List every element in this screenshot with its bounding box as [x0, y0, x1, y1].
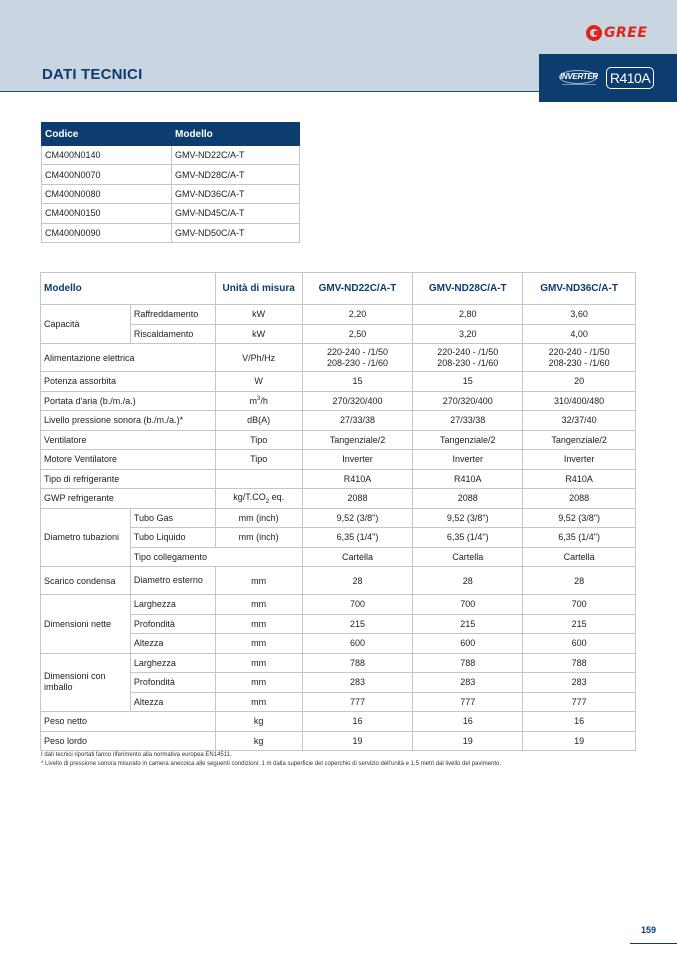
value-cell: 777	[413, 692, 523, 712]
value-cell: Inverter	[302, 450, 413, 470]
table-row	[42, 165, 300, 184]
value-cell: 16	[302, 712, 413, 732]
value-cell	[523, 344, 636, 372]
table-row	[41, 614, 636, 634]
model-cell: GMV-ND50C/A-T	[172, 223, 300, 242]
unit-base: kg/T.CO	[233, 491, 266, 502]
sub-label: Altezza	[130, 634, 215, 654]
footnote-standard: I dati tecnici riportati fanno riferimento alla normativa europea EN14511.	[41, 752, 232, 758]
value-cell: 27/33/38	[302, 411, 413, 431]
table-row	[41, 344, 636, 372]
table-row	[41, 324, 636, 344]
sub-label: Tubo Liquido	[130, 528, 215, 548]
sub-label: Altezza	[130, 692, 215, 712]
value-line: 220-240 - /1/50	[437, 346, 499, 357]
value-cell: 2,80	[413, 305, 523, 325]
value-cell: 15	[413, 372, 523, 392]
value-line: 208-230 - /1/60	[437, 357, 499, 368]
unit-cell: kW	[215, 305, 302, 325]
unit-base: m	[249, 395, 257, 406]
value-cell: 15	[302, 372, 413, 392]
specs-table	[40, 272, 636, 751]
model-cell: GMV-ND22C/A-T	[172, 146, 300, 165]
table-row	[41, 508, 636, 528]
row-label-livello: Livello pressione sonora (b./m./a.)*	[41, 411, 216, 431]
table-row	[41, 528, 636, 548]
value-cell: 788	[523, 653, 636, 673]
value-cell: 6,35 (1/4")	[413, 528, 523, 548]
table-row	[41, 634, 636, 654]
value-cell: 28	[523, 567, 636, 595]
table-row	[41, 430, 636, 450]
value-cell: 600	[523, 634, 636, 654]
table-row	[41, 731, 636, 751]
sub-label: Larghezza	[130, 653, 215, 673]
value-line: 208-230 - /1/60	[326, 357, 388, 368]
unit-cell: mm (inch)	[215, 528, 302, 548]
table-row	[42, 146, 300, 165]
row-label-capacita: Capacità	[41, 305, 131, 344]
value-cell: 2088	[523, 489, 636, 509]
value-cell: 600	[413, 634, 523, 654]
value-cell: 19	[523, 731, 636, 751]
unit-tail: /h	[260, 395, 268, 406]
code-cell: CM400N0150	[42, 204, 172, 223]
table-row	[41, 411, 636, 431]
specs-header-row	[41, 273, 636, 305]
unit-cell: V/Ph/Hz	[215, 344, 302, 372]
footer-rule	[630, 943, 677, 944]
unit-cell: mm	[215, 692, 302, 712]
row-label-dim-imballo: Dimensioni con imballo	[41, 653, 131, 712]
table-row	[41, 489, 636, 509]
table-row	[41, 372, 636, 392]
row-label-potenza: Potenza assorbita	[41, 372, 216, 392]
table-row	[41, 653, 636, 673]
value-cell: 788	[302, 653, 413, 673]
page-number: 159	[641, 925, 657, 935]
value-cell: 283	[302, 673, 413, 693]
unit-cell: kg	[215, 712, 302, 732]
model-cell: GMV-ND36C/A-T	[172, 184, 300, 203]
gree-logo-text: GREE	[604, 25, 648, 41]
value-cell: 270/320/400	[302, 391, 413, 411]
value-line: 220-240 - /1/50	[548, 346, 610, 357]
row-label-alimentazione: Alimentazione elettrica	[41, 344, 216, 372]
value-cell: 777	[302, 692, 413, 712]
sub-label: Profondità	[130, 614, 215, 634]
unit-tail: eq.	[269, 491, 285, 502]
table-row	[41, 547, 636, 567]
value-cell: 19	[413, 731, 523, 751]
value-cell: 700	[523, 595, 636, 615]
unit-cell: mm	[215, 673, 302, 693]
unit-subscript: 2	[265, 498, 270, 505]
value-cell: 32/37/40	[523, 411, 636, 431]
sub-label: Diametro esterno	[130, 567, 215, 595]
value-cell: 3,60	[523, 305, 636, 325]
value-cell: 2,50	[302, 324, 413, 344]
page-title: DATI TECNICI	[42, 66, 143, 83]
unit-superscript: 3	[256, 395, 261, 402]
value-cell: Inverter	[523, 450, 636, 470]
specs-header-unita: Unità di misura	[215, 273, 302, 305]
row-label-diametro: Diametro tubazioni	[41, 508, 131, 567]
unit-cell: mm	[215, 614, 302, 634]
specs-header-model-2: GMV-ND28C/A-T	[413, 273, 523, 305]
model-cell: GMV-ND28C/A-T	[172, 165, 300, 184]
value-cell: 600	[302, 634, 413, 654]
sub-label: Larghezza	[130, 595, 215, 615]
row-label-peso-netto: Peso netto	[41, 712, 216, 732]
value-cell: R410A	[302, 469, 413, 489]
table-row	[41, 673, 636, 693]
value-cell: Cartella	[302, 547, 413, 567]
unit-cell: kW	[215, 324, 302, 344]
inverter-underline	[562, 84, 596, 85]
value-cell: Tangenziale/2	[302, 430, 413, 450]
table-row	[42, 223, 300, 242]
value-cell: 700	[302, 595, 413, 615]
value-cell: 270/320/400	[413, 391, 523, 411]
value-cell: 700	[413, 595, 523, 615]
value-cell: 283	[523, 673, 636, 693]
value-cell: 20	[523, 372, 636, 392]
code-cell: CM400N0080	[42, 184, 172, 203]
value-cell: R410A	[413, 469, 523, 489]
sub-label: Tipo collegamento	[130, 547, 302, 567]
row-label-dim-nette: Dimensioni nette	[41, 595, 131, 654]
value-cell: R410A	[523, 469, 636, 489]
specs-header-modello: Modello	[41, 273, 216, 305]
unit-cell	[215, 489, 302, 509]
table-row	[41, 450, 636, 470]
table-row	[41, 469, 636, 489]
header-divider	[0, 91, 540, 92]
value-cell	[302, 344, 413, 372]
row-label-gwp: GWP refrigerante	[41, 489, 216, 509]
unit-cell: dB(A)	[215, 411, 302, 431]
value-cell: 28	[413, 567, 523, 595]
table-row	[41, 712, 636, 732]
row-label-motore: Motore Ventilatore	[41, 450, 216, 470]
r410a-badge: R410A	[606, 67, 654, 89]
value-cell: 6,35 (1/4")	[302, 528, 413, 548]
value-cell: 283	[413, 673, 523, 693]
value-cell: 777	[523, 692, 636, 712]
value-line: 208-230 - /1/60	[548, 357, 610, 368]
value-cell: 215	[523, 614, 636, 634]
value-cell: 4,00	[523, 324, 636, 344]
gree-logo	[586, 25, 647, 41]
table-row	[41, 692, 636, 712]
row-label-scarico: Scarico condensa	[41, 567, 131, 595]
value-cell: 6,35 (1/4")	[523, 528, 636, 548]
sub-label: Profondità	[130, 673, 215, 693]
model-cell: GMV-ND45C/A-T	[172, 204, 300, 223]
value-cell: 2088	[413, 489, 523, 509]
value-cell: 9,52 (3/8")	[523, 508, 636, 528]
row-label-peso-lordo: Peso lordo	[41, 731, 216, 751]
codes-header-modello: Modello	[172, 123, 300, 146]
value-cell: 9,52 (3/8")	[413, 508, 523, 528]
unit-cell: kg	[215, 731, 302, 751]
row-label-ventilatore: Ventilatore	[41, 430, 216, 450]
value-cell: 215	[302, 614, 413, 634]
value-cell	[413, 344, 523, 372]
table-row	[41, 391, 636, 411]
code-cell: CM400N0090	[42, 223, 172, 242]
value-cell: 310/400/480	[523, 391, 636, 411]
inverter-badge	[559, 68, 597, 88]
unit-cell: Tipo	[215, 430, 302, 450]
codes-header-row	[42, 123, 300, 146]
row-label-portata: Portata d'aria (b./m./a.)	[41, 391, 216, 411]
value-cell: 16	[413, 712, 523, 732]
codes-table	[41, 122, 300, 243]
unit-cell: mm	[215, 634, 302, 654]
unit-cell	[215, 391, 302, 411]
sub-label: Tubo Gas	[130, 508, 215, 528]
value-cell: 19	[302, 731, 413, 751]
value-cell: Tangenziale/2	[413, 430, 523, 450]
gree-logo-icon	[586, 25, 602, 41]
code-cell: CM400N0070	[42, 165, 172, 184]
table-row	[41, 595, 636, 615]
unit-cell	[215, 469, 302, 489]
value-cell: Cartella	[523, 547, 636, 567]
codes-header-codice: Codice	[42, 123, 172, 146]
table-row	[42, 184, 300, 203]
value-cell: 27/33/38	[413, 411, 523, 431]
unit-cell: W	[215, 372, 302, 392]
table-row	[42, 204, 300, 223]
sub-label: Raffreddamento	[130, 305, 215, 325]
value-cell: 2,20	[302, 305, 413, 325]
unit-cell: mm	[215, 653, 302, 673]
unit-cell: mm	[215, 567, 302, 595]
unit-cell: mm (inch)	[215, 508, 302, 528]
code-cell: CM400N0140	[42, 146, 172, 165]
value-cell: 9,52 (3/8")	[302, 508, 413, 528]
value-line: 220-240 - /1/50	[326, 346, 388, 357]
value-cell: 215	[413, 614, 523, 634]
inverter-label: INVERTER	[560, 72, 598, 81]
specs-header-model-3: GMV-ND36C/A-T	[523, 273, 636, 305]
sub-label: Riscaldamento	[130, 324, 215, 344]
value-cell: Inverter	[413, 450, 523, 470]
value-cell: Tangenziale/2	[523, 430, 636, 450]
value-cell: 788	[413, 653, 523, 673]
footnote-sound-level: * Livello di pressione sonora misurato in camera anecoica alle seguenti condizioni: 1 m dalla superficie del coperchio di servizio dell'unità e 1,5 metri dal livello del pavimento.	[41, 761, 502, 767]
value-cell: 3,20	[413, 324, 523, 344]
value-cell: Cartella	[413, 547, 523, 567]
footnotes	[41, 751, 641, 769]
value-cell: 28	[302, 567, 413, 595]
specs-header-model-1: GMV-ND22C/A-T	[302, 273, 413, 305]
table-row	[41, 305, 636, 325]
row-label-refrigerante: Tipo di refrigerante	[41, 469, 216, 489]
unit-cell: mm	[215, 595, 302, 615]
value-cell: 2088	[302, 489, 413, 509]
value-cell: 16	[523, 712, 636, 732]
table-row	[41, 567, 636, 595]
unit-cell: Tipo	[215, 450, 302, 470]
